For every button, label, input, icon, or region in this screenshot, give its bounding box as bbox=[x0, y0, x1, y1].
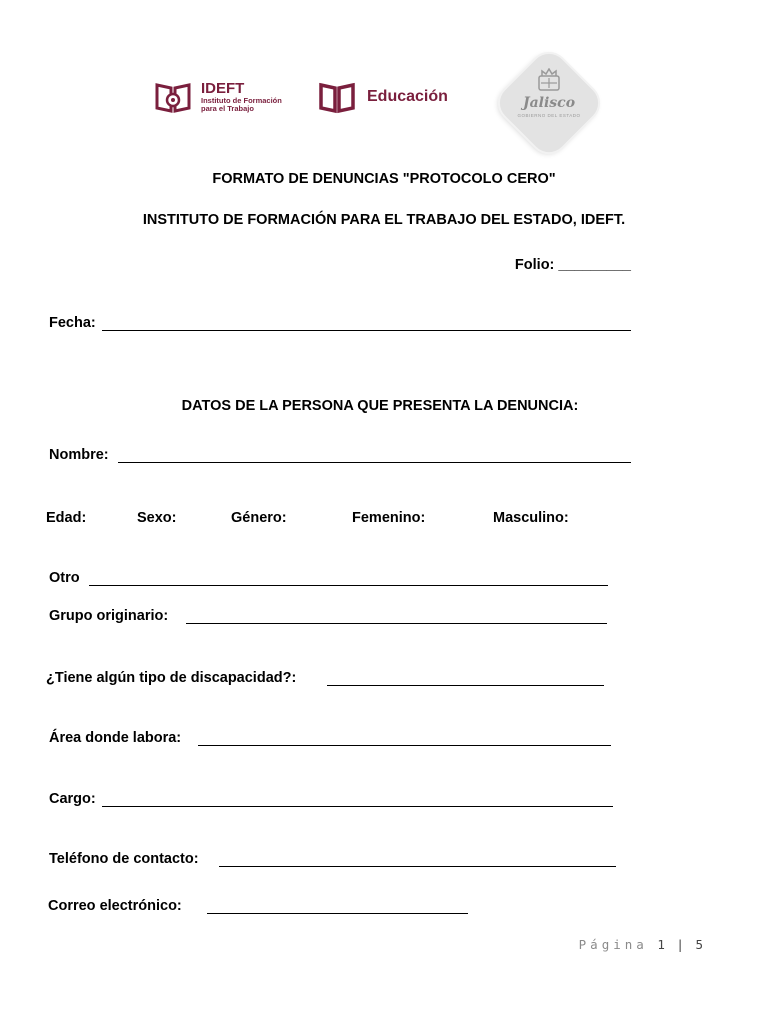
document-title: FORMATO DE DENUNCIAS "PROTOCOLO CERO" bbox=[212, 171, 556, 187]
discapacidad-label: ¿Tiene algún tipo de discapacidad?: bbox=[46, 670, 297, 686]
fecha-field[interactable] bbox=[102, 330, 631, 331]
page-total: 5 bbox=[695, 937, 705, 952]
femenino-label: Femenino: bbox=[352, 510, 426, 526]
masculino-label: Masculino: bbox=[493, 510, 569, 526]
grupo-originario-label: Grupo originario: bbox=[49, 608, 169, 624]
educacion-logo-name: Educación bbox=[367, 88, 448, 105]
fecha-label: Fecha: bbox=[49, 315, 96, 331]
book-icon bbox=[318, 82, 356, 114]
area-field[interactable] bbox=[198, 745, 611, 746]
cargo-label: Cargo: bbox=[49, 791, 96, 807]
telefono-label: Teléfono de contacto: bbox=[49, 851, 199, 867]
nombre-label: Nombre: bbox=[49, 447, 109, 463]
jalisco-logo-name: Jalisco bbox=[522, 95, 576, 111]
page-word: Página bbox=[578, 937, 648, 952]
page-separator: | bbox=[676, 937, 686, 952]
folio-label: Folio: _________ bbox=[514, 257, 631, 273]
telefono-field[interactable] bbox=[219, 866, 616, 867]
ideft-logo bbox=[155, 80, 295, 116]
ideft-book-gear-icon bbox=[155, 82, 191, 114]
genero-label: Género: bbox=[231, 510, 287, 526]
educacion-logo bbox=[318, 82, 468, 116]
area-label: Área donde labora: bbox=[49, 730, 182, 746]
nombre-field[interactable] bbox=[118, 462, 631, 463]
edad-label: Edad: bbox=[46, 510, 87, 526]
cargo-field[interactable] bbox=[102, 806, 613, 807]
page-current: 1 bbox=[657, 937, 667, 952]
correo-field[interactable] bbox=[207, 913, 468, 914]
ideft-logo-subtitle: Instituto de Formación para el Trabajo bbox=[201, 96, 282, 113]
discapacidad-field[interactable] bbox=[327, 685, 604, 686]
section-title: DATOS DE LA PERSONA QUE PRESENTA LA DENUNCIA: bbox=[181, 398, 579, 414]
correo-label: Correo electrónico: bbox=[48, 898, 182, 914]
otro-field[interactable] bbox=[89, 585, 608, 586]
grupo-originario-field[interactable] bbox=[186, 623, 607, 624]
crest-icon bbox=[536, 68, 562, 92]
jalisco-logo bbox=[495, 55, 605, 155]
sexo-label: Sexo: bbox=[137, 510, 177, 526]
institution-name: INSTITUTO DE FORMACIÓN PARA EL TRABAJO DEL ESTADO, IDEFT. bbox=[142, 212, 626, 228]
ideft-logo-name: IDEFT bbox=[201, 80, 245, 97]
page-number bbox=[579, 937, 705, 952]
jalisco-logo-subtitle: GOBIERNO DEL ESTADO bbox=[517, 113, 581, 118]
otro-label: Otro bbox=[49, 570, 80, 586]
